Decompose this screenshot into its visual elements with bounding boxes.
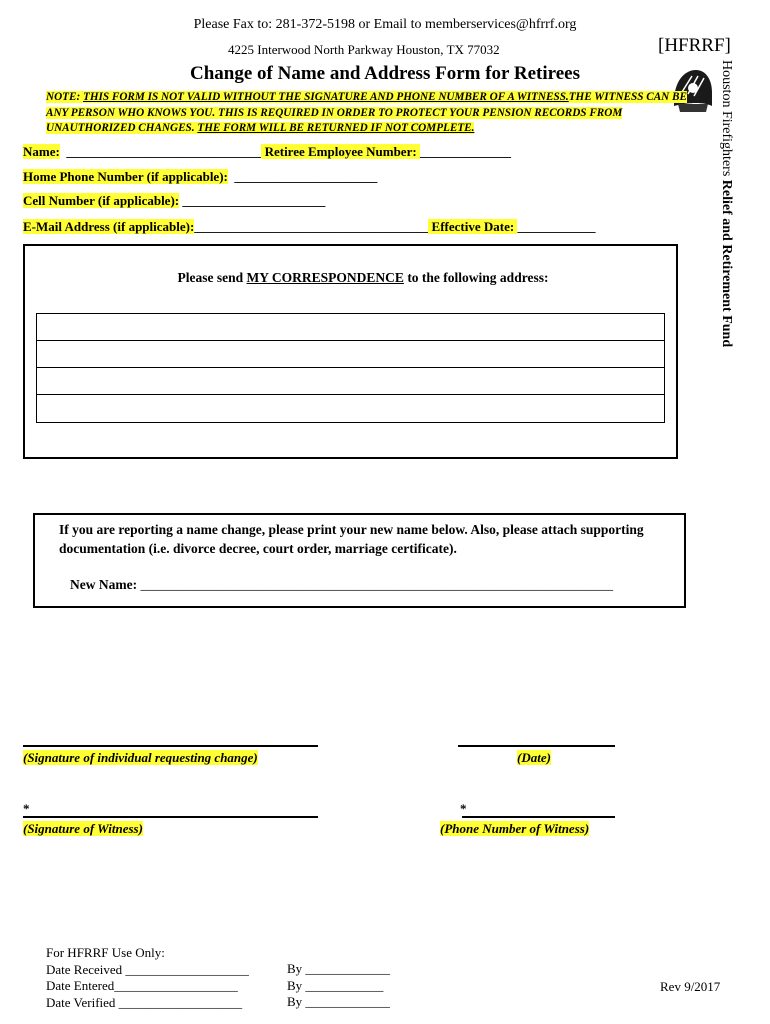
correspondence-suffix: to the following address: bbox=[403, 270, 549, 285]
note-middle: THE WITNESS CAN BE ANY PERSON WHO KNOWS YOU. THIS IS REQUIRED IN ORDER TO PROTECT YOUR PENSION RECORDS FROM UNAUTHORIZED CHANGES. bbox=[46, 91, 687, 134]
correspondence-emphasis: MY CORRESPONDENCE bbox=[246, 270, 404, 285]
witness-phone-label: (Phone Number of Witness) bbox=[440, 821, 590, 836]
home-phone-label: Home Phone Number (if applicable): bbox=[23, 169, 228, 184]
office-use-heading: For HFRRF Use Only: bbox=[46, 945, 165, 960]
employee-number-label: Retiree Employee Number: bbox=[261, 144, 420, 159]
address-line-2-input[interactable] bbox=[37, 341, 664, 368]
effective-date-label: Effective Date: bbox=[428, 219, 518, 234]
name-label: Name: bbox=[23, 144, 60, 159]
witness-note bbox=[46, 90, 696, 137]
mailing-address: 4225 Interwood North Parkway Houston, TX 77032 bbox=[228, 42, 500, 57]
individual-signature-label: (Signature of individual requesting change) bbox=[23, 750, 258, 765]
org-abbreviation: [HFRRF] bbox=[658, 35, 731, 56]
verified-by-field: By _____________ bbox=[287, 994, 390, 1009]
date-label: (Date) bbox=[517, 750, 551, 765]
fax-email-line: Please Fax to: 281-372-5198 or Email to memberservices@hfrrf.org bbox=[193, 17, 577, 32]
email-row bbox=[23, 219, 595, 235]
witness-asterisk: * bbox=[23, 801, 30, 816]
office-use-by-column bbox=[287, 961, 390, 1011]
side-text-normal: Houston Firefighters bbox=[719, 60, 734, 180]
phone-asterisk: * bbox=[460, 801, 467, 816]
employee-number-field[interactable]: ______________ bbox=[419, 144, 511, 159]
vertical-org-name bbox=[712, 60, 752, 380]
new-name-label: New Name: bbox=[70, 577, 141, 592]
cell-number-field[interactable]: ______________________ bbox=[179, 193, 326, 208]
new-name-field[interactable]: ______________________________________________________________________ bbox=[140, 577, 613, 592]
home-phone-row bbox=[23, 169, 377, 185]
new-name-row bbox=[70, 577, 613, 593]
revision-label: Rev 9/2017 bbox=[660, 979, 721, 994]
note-underlined-1: THIS FORM IS NOT VALID WITHOUT THE SIGNATURE AND PHONE NUMBER OF A WITNESS. bbox=[82, 91, 569, 103]
side-text-bold: Relief and Retirement Fund bbox=[719, 179, 734, 348]
correspondence-prefix: Please send bbox=[177, 270, 247, 285]
effective-date-field[interactable]: ____________ bbox=[517, 219, 596, 234]
name-change-instructions: If you are reporting a name change, please print your new name below. Also, please attach supporting documentation (i.e. divorce decree, court order, marriage certificate). bbox=[59, 522, 644, 556]
date-signature-line[interactable] bbox=[458, 745, 615, 747]
address-lines bbox=[36, 313, 665, 423]
page-title: Change of Name and Address Form for Retirees bbox=[190, 63, 580, 84]
name-row bbox=[23, 144, 511, 160]
cell-number-label: Cell Number (if applicable): bbox=[23, 193, 180, 208]
address-line-4-input[interactable] bbox=[37, 395, 664, 422]
date-received-field: Date Received ___________________ bbox=[46, 961, 249, 977]
note-underlined-2: THE FORM WILL BE RETURNED IF NOT COMPLETE. bbox=[197, 122, 475, 134]
entered-by-field: By ____________ bbox=[287, 977, 384, 993]
individual-signature-line[interactable] bbox=[23, 745, 318, 747]
address-line-3-input[interactable] bbox=[37, 368, 664, 395]
cell-number-row bbox=[23, 193, 325, 209]
date-verified-field: Date Verified ___________________ bbox=[46, 994, 243, 1010]
email-label: E-Mail Address (if applicable): bbox=[23, 219, 195, 234]
address-line-1-input[interactable] bbox=[37, 314, 664, 341]
home-phone-field[interactable]: ______________________ bbox=[227, 169, 378, 184]
note-prefix: NOTE: bbox=[46, 91, 83, 103]
received-by-field: By _____________ bbox=[287, 961, 390, 976]
witness-signature-label: (Signature of Witness) bbox=[23, 821, 143, 836]
witness-phone-line[interactable] bbox=[462, 816, 615, 818]
correspondence-heading bbox=[23, 270, 703, 286]
email-field[interactable]: ____________________________________ bbox=[194, 219, 429, 234]
name-field[interactable]: ______________________________ bbox=[59, 144, 262, 159]
date-entered-field: Date Entered___________________ bbox=[46, 978, 238, 993]
office-use-section bbox=[46, 945, 249, 1011]
witness-signature-line[interactable] bbox=[23, 816, 318, 818]
